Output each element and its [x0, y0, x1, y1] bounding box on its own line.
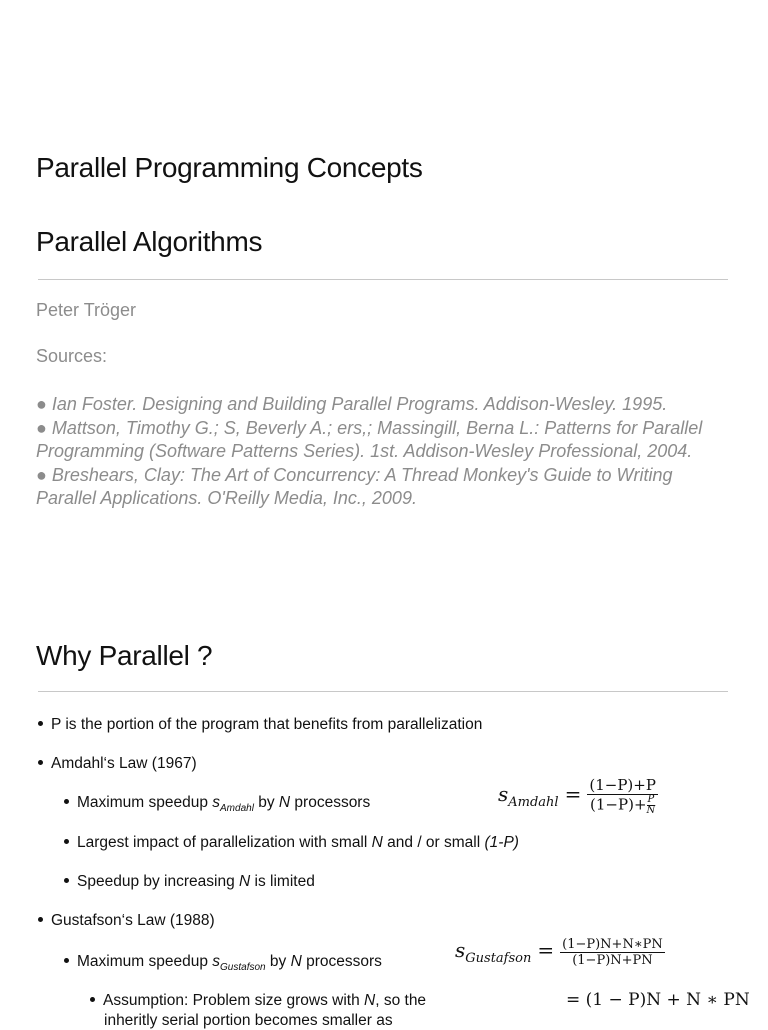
bullet-amdahl-impact: Largest impact of parallelization with small N and / or small (1-P) [64, 834, 519, 852]
bullet-icon [64, 958, 69, 963]
title-divider [38, 279, 728, 280]
bullet-icon: ● [36, 464, 47, 485]
bullet-amdahl-speedup: Maximum speedup $s_{Amdahl}$ by N processors [64, 794, 370, 814]
bullet-gustafson-speedup: Maximum speedup $s_{Gustafson}$ by N processors [64, 953, 382, 973]
bullet-gustafson: Gustafson‘s Law (1988) [38, 912, 215, 930]
bullet-amdahl: Amdahl‘s Law (1967) [38, 755, 197, 773]
reference-item: ● Breshears, Clay: The Art of Concurrency: A Thread Monkey's Guide to Writing Parallel Applications. O'Reilly Media, Inc., 2009. [36, 464, 673, 508]
bullet-icon [38, 721, 43, 726]
formula-amdahl: $s_{Amdahl}$ = (1−P)+P (1−P)+ $\frac{P}{N}$ [498, 776, 656, 816]
bullet-icon [38, 917, 43, 922]
title-divider [38, 691, 728, 692]
bullet-icon [64, 839, 69, 844]
bullet-icon [64, 878, 69, 883]
bullet-icon [64, 799, 69, 804]
sources-label: Sources: [36, 346, 108, 366]
slide-title-why-parallel: Why Parallel ? [36, 640, 213, 671]
bullet-icon: ● [36, 417, 47, 438]
formula-gustafson: $s_{Gustafson}$ = $\frac{(1-P)N+N∗PN}{(1-P)N+PN}$ [455, 937, 663, 968]
bullet-icon [90, 997, 95, 1002]
bullet-gustafson-assumption-cont: inheritly serial portion becomes smaller as [104, 1012, 393, 1029]
reference-list [36, 393, 736, 511]
reference-item: ● Mattson, Timothy G.; S, Beverly A.; ers,; Massingill, Berna L.: Patterns for Parallel Programming (Software Patterns Series). 1st. Addison-Wesley Professional, 2004. [36, 417, 703, 461]
formula-gustafson-line2: = (1 − P)N + N ∗ PN [566, 990, 750, 1010]
bullet-amdahl-limited: Speedup by increasing N is limited [64, 873, 315, 891]
slide-title-course: Parallel Programming Concepts [36, 152, 423, 183]
reference-item: ● Ian Foster. Designing and Building Parallel Programs. Addison-Wesley. 1995. [36, 394, 668, 414]
bullet-portion: P is the portion of the program that benefits from parallelization [38, 716, 482, 734]
bullet-gustafson-assumption: Assumption: Problem size grows with N, so the [90, 992, 426, 1010]
bullet-icon: ● [36, 394, 47, 414]
slide-title-topic: Parallel Algorithms [36, 226, 263, 257]
bullet-icon [38, 760, 43, 765]
author: Peter Tröger [36, 300, 137, 320]
